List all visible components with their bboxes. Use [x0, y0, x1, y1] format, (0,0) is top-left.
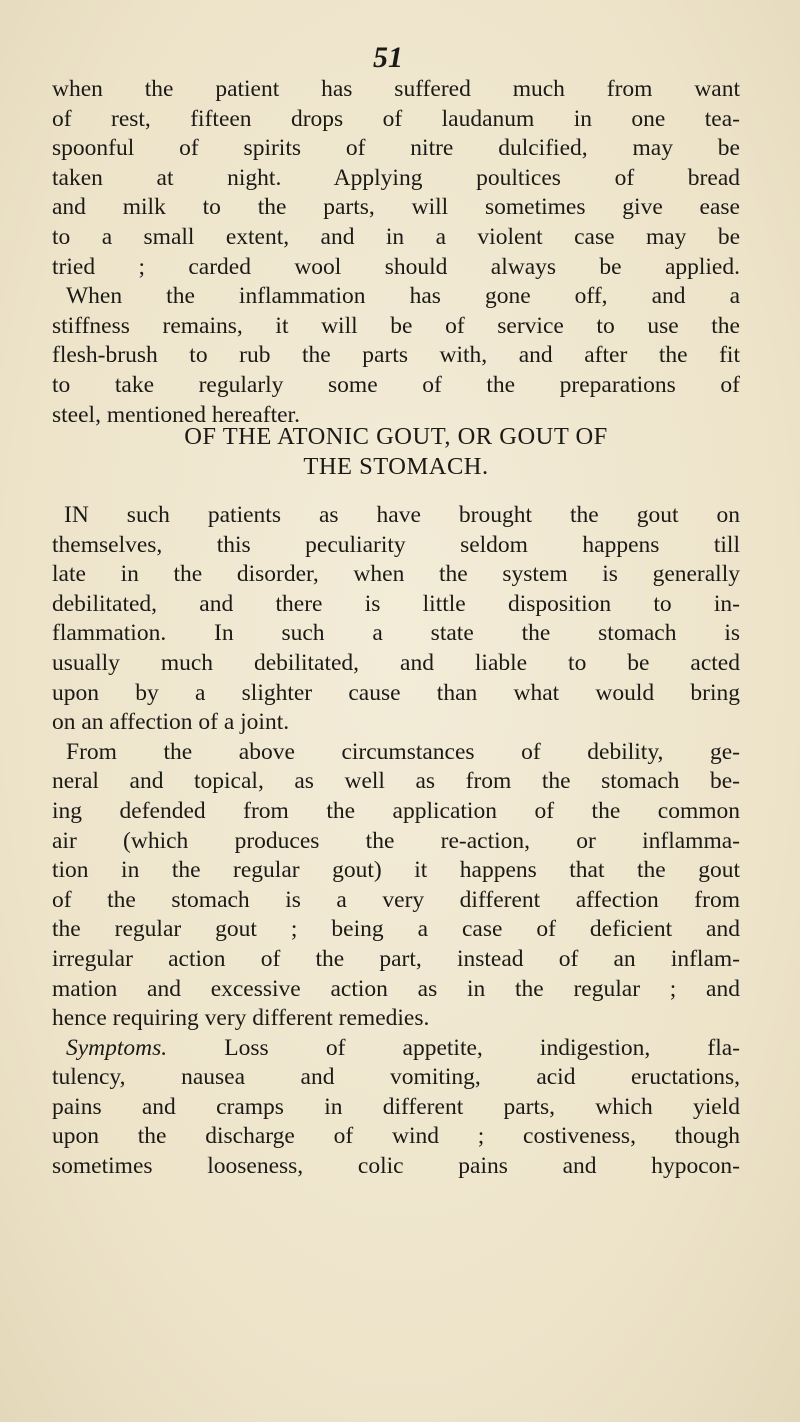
text-line: pains and cramps in different parts, which yield	[52, 1093, 740, 1120]
text-line: of the stomach is a very different affection from	[52, 886, 740, 913]
text-line: taken at night. Applying poultices of bread	[52, 164, 740, 191]
text-line: flesh-brush to rub the parts with, and after the fit	[52, 342, 740, 369]
text-line: flammation. In such a state the stomach is	[52, 620, 740, 647]
text-line: hence requiring very different remedies.	[52, 1005, 430, 1032]
text-line: late in the disorder, when the system is generally	[52, 561, 740, 588]
heading-line: THE STOMACH.	[303, 453, 489, 480]
text-line: neral and topical, as well as from the stomach be-	[52, 768, 740, 795]
text-line: From the above circumstances of debility, ge-	[66, 738, 740, 765]
text-line: themselves, this peculiarity seldom happens till	[52, 531, 740, 558]
page-number: 51	[373, 41, 403, 74]
text-line: When the inflammation has gone off, and a	[66, 283, 740, 310]
text-line: irregular action of the part, instead of an inflam-	[52, 945, 740, 972]
text-line: usually much debilitated, and liable to be acted	[52, 649, 740, 676]
symptoms-label: Symptoms.	[66, 1034, 168, 1061]
text-line: tion in the regular gout) it happens that the gout	[52, 857, 740, 884]
body-text-top	[52, 75, 740, 430]
text-line: stiffness remains, it will be of service to use the	[52, 312, 740, 339]
text-line: when the patient has suffered much from want	[52, 76, 740, 102]
text-line: of rest, fifteen drops of laudanum in one tea-	[52, 105, 740, 132]
text-line: to a small extent, and in a violent case may be	[52, 223, 740, 250]
text-line: IN such patients as have brought the gout on	[64, 502, 740, 528]
text-line: upon the discharge of wind ; costiveness, though	[52, 1123, 740, 1150]
text-line: mation and excessive action as in the regular ; and	[52, 975, 740, 1002]
section-heading	[52, 422, 740, 482]
body-text-bottom	[52, 501, 740, 1182]
text-line: sometimes looseness, colic pains and hypocon-	[52, 1153, 740, 1180]
text-line: steel, mentioned hereafter.	[52, 401, 300, 428]
text-line: tulency, nausea and vomiting, acid eructations,	[52, 1064, 740, 1091]
text-line: upon by a slighter cause than what would bring	[52, 679, 740, 706]
heading-line: OF THE ATONIC GOUT, OR GOUT OF	[184, 423, 608, 450]
text-line: and milk to the parts, will sometimes give ease	[52, 194, 740, 221]
text-line: the regular gout ; being a case of deficient and	[52, 916, 740, 943]
text-line: tried ; carded wool should always be applied.	[52, 253, 740, 280]
text-line: debilitated, and there is little disposition to in-	[52, 590, 740, 617]
text-line: air (which produces the re-action, or inflamma-	[52, 827, 740, 854]
text-line: ing defended from the application of the common	[52, 797, 740, 824]
text-line: spoonful of spirits of nitre dulcified, may be	[52, 135, 740, 162]
text-line-symptoms	[52, 1034, 740, 1064]
symptoms-first-line-text: Loss of appetite, indigestion, fla-	[167, 1034, 740, 1061]
text-line: on an affection of a joint.	[52, 709, 290, 736]
text-line: to take regularly some of the preparations of	[52, 371, 740, 398]
